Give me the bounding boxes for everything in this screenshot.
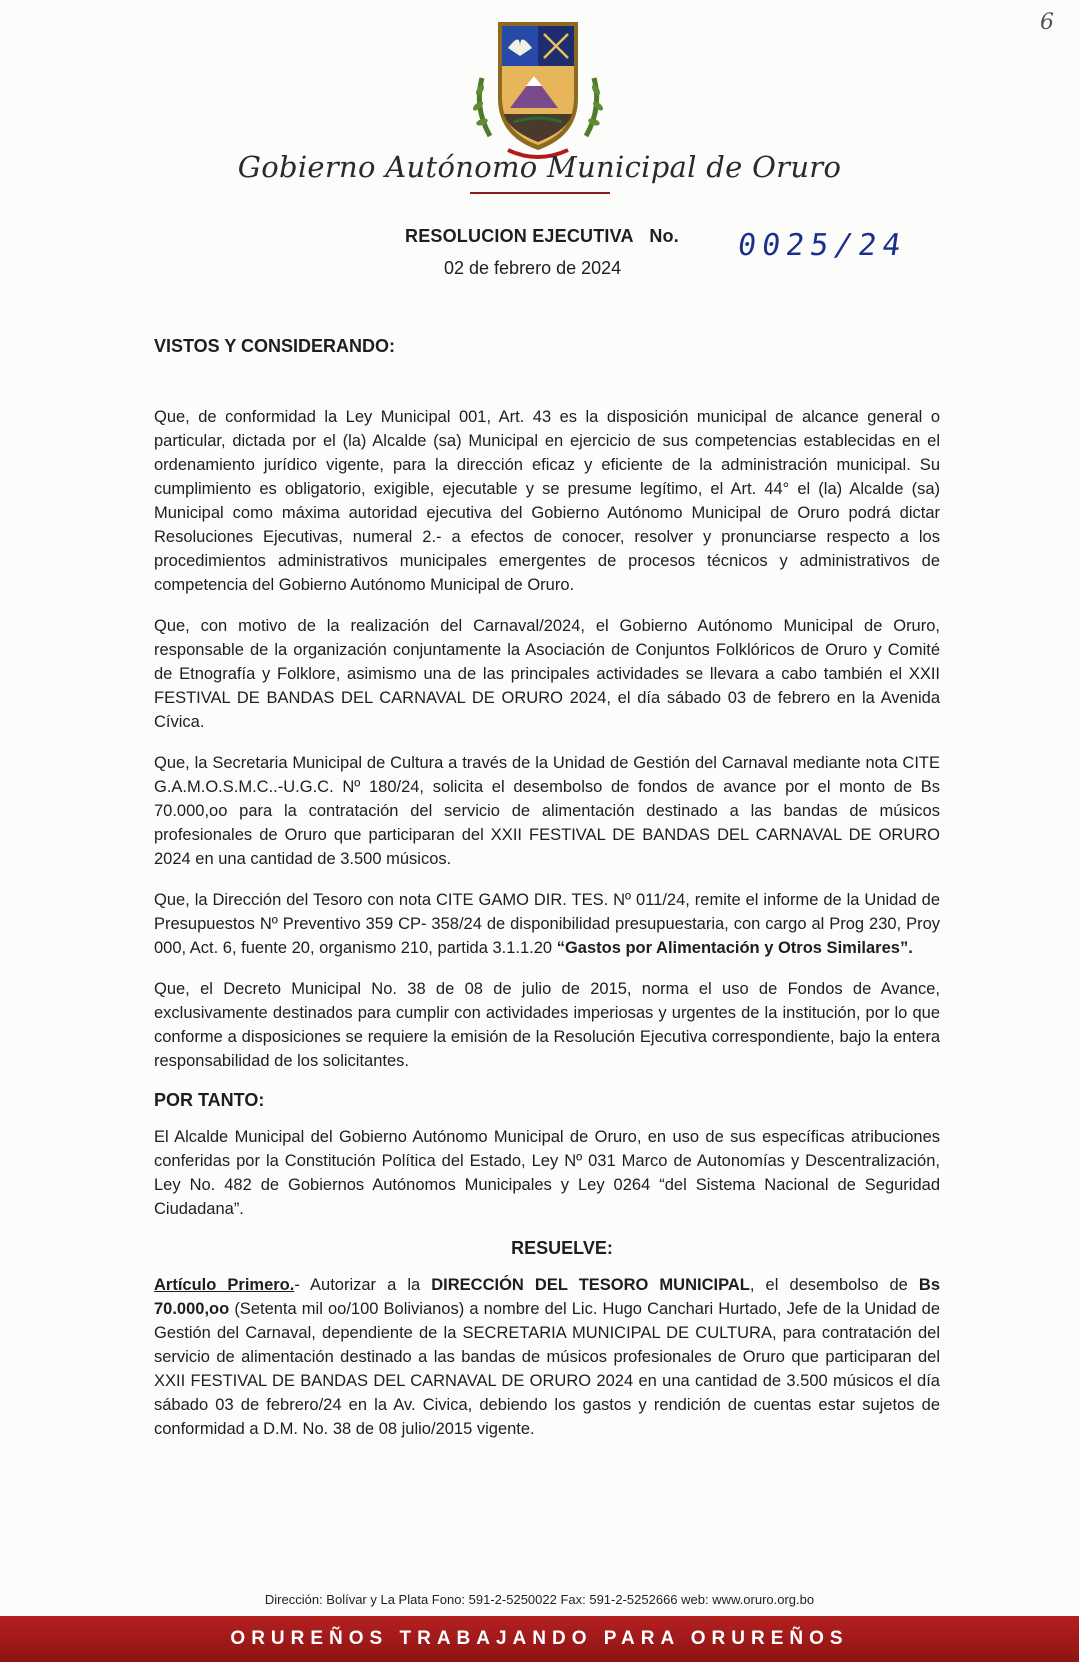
article-one-amount: Bs 70.000,oo [154, 1276, 940, 1318]
article-one-paragraph [154, 1273, 940, 1441]
resolution-title [405, 226, 679, 247]
considerando-paragraph-1: Que, de conformidad la Ley Municipal 001, Art. 43 es la disposición municipal de alcance general o particular, dictada por el (la) Alcalde (sa) Municipal en ejercicio de sus competencias establecidas en el ordenamiento jurídico vigente, para la dirección eficaz y eficiente de la administración municipal. Su cumplimiento es obligatorio, exigible, ejecutable y se presume legítimo, el Art. 44° el (la) Alcalde (sa) Municipal como máxima autoridad ejecutiva del Gobierno Autónomo Municipal de Oruro podrá dictar Resoluciones Ejecutivas, numeral 2.- a efectos de conocer, resolver y pronunciarse respecto a los procedimientos administrativos municipales emergentes de procesos técnicos y administrativos de competencia del Gobierno Autónomo Municipal de Oruro. [154, 408, 940, 594]
article-one-text-1: - Autorizar a la [294, 1276, 432, 1294]
document-body [154, 336, 940, 1458]
resolution-number-stamp: 0025/24 [735, 228, 909, 263]
por-tanto-paragraph: El Alcalde Municipal del Gobierno Autónomo Municipal de Oruro, en uso de sus específicas atribuciones conferidas por la Constitución Política del Estado, Ley Nº 031 Marco de Autonomías y Descentralización, Ley No. 482 de Gobiernos Autónomos Municipales y Ley 0264 “del Sistema Nacional de Seguridad Ciudadana”. [154, 1128, 940, 1218]
resolution-date: 02 de febrero de 2024 [444, 258, 622, 278]
resuelve-heading: RESUELVE: [511, 1238, 613, 1258]
vistos-heading: VISTOS Y CONSIDERANDO: [154, 336, 396, 356]
article-one-treasury: DIRECCIÓN DEL TESORO MUNICIPAL [431, 1276, 750, 1294]
municipal-crest-logo [468, 18, 608, 168]
article-one-text-3: (Setenta mil oo/100 Bolivianos) a nombre del Lic. Hugo Canchari Hurtado, Jefe de la Unidad de Gestión del Carnaval, dependiente de la SECRETARIA MUNICIPAL DE CULTURA, para contratación del servicio de alimentación destinado a las bandas de músicos profesionales de Oruro que participaran del XXII FESTIVAL DE BANDAS DEL CARNAVAL DE ORURO 2024 en una cantidad de 3.500 músicos el día sábado 03 de febrero/24 en la Av. Civica, debiendo los gastos y rendición de cuentas estar sujetos de conformidad a D.M. No. 38 de 08 julio/2015 vigente. [154, 1300, 940, 1438]
paragraph-4-text: Que, la Dirección del Tesoro con nota CITE GAMO DIR. TES. Nº 011/24, remite el informe de la Unidad de Presupuestos Nº Preventivo 359 CP- 358/24 de disponibilidad presupuestaria, con cargo al Prog 230, Proy 000, Act. 6, fuente 20, organismo 210, partida 3.1.1.20 [154, 891, 940, 957]
considerando-paragraph-3: Que, la Secretaria Municipal de Cultura a través de la Unidad de Gestión del Carnaval mediante nota CITE G.A.M.O.S.M.C..-U.G.C. Nº 180/24, solicita el desembolso de fondos de avance por el monto de Bs 70.000,oo para la contratación del servicio de alimentación destinado a las bandas de músicos profesionales de Oruro que participaran del XXII FESTIVAL DE BANDAS DEL CARNAVAL DE ORURO 2024 en una cantidad de 3.500 músicos. [154, 754, 940, 868]
considerando-paragraph-5: Que, el Decreto Municipal No. 38 de 08 de julio de 2015, norma el uso de Fondos de Avance, exclusivamente destinados para cumplir con actividades imperiosas y urgentes de la institución, por lo que conforme a disposiciones se requiere la emisión de la Resolución Ejecutiva correspondiente, bajo la entera responsabilidad de los solicitantes. [154, 980, 940, 1070]
article-one-text-2: , el desembolso de [749, 1276, 919, 1294]
resolution-no-label: No. [649, 226, 679, 246]
org-name: Gobierno Autónomo Municipal de Oruro [237, 150, 842, 184]
footer-address: Dirección: Bolívar y La Plata Fono: 591-2-5250022 Fax: 591-2-5252666 web: www.oruro.org.bo [264, 1592, 815, 1607]
resolution-title-text: RESOLUCION EJECUTIVA [405, 226, 634, 246]
budget-item-name: “Gastos por Alimentación y Otros Similares”. [556, 939, 913, 957]
footer-slogan: ORUREÑOS TRABAJANDO PARA ORUREÑOS [230, 1628, 849, 1649]
considerando-paragraph-4 [154, 888, 940, 960]
page-mark: 6 [1040, 10, 1054, 35]
article-one-title: Artículo Primero. [154, 1276, 295, 1294]
org-name-underline [470, 192, 610, 194]
considerando-paragraph-2: Que, con motivo de la realización del Carnaval/2024, el Gobierno Autónomo Municipal de Oruro, responsable de la organización conjuntamente la Asociación de Conjuntos Folklóricos de Oruro y Comité de Etnografía y Folklore, asimismo una de las principales actividades se llevara a cabo también el XXII FESTIVAL DE BANDAS DEL CARNAVAL DE ORURO 2024, el día sábado 03 de febrero en la Avenida Cívica. [154, 617, 940, 731]
por-tanto-heading: POR TANTO: [154, 1090, 265, 1110]
